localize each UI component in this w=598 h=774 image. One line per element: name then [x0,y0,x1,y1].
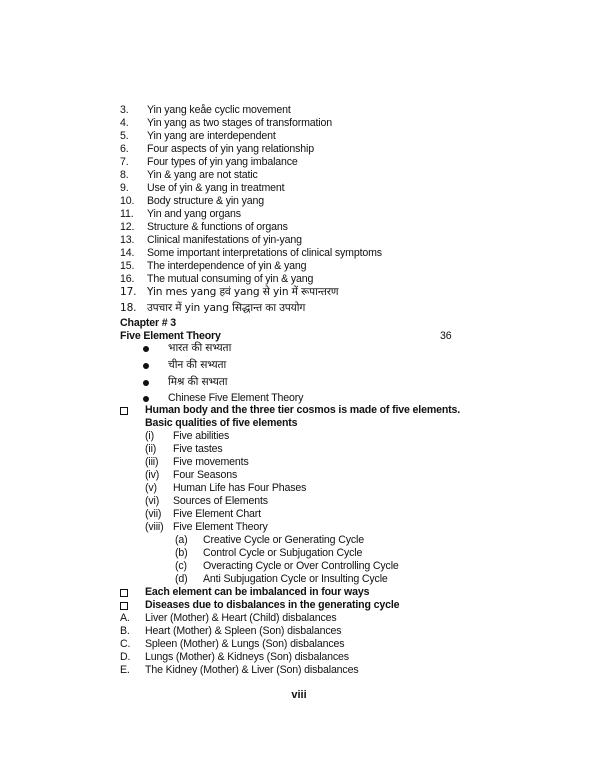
bullet-item: भारत की सभ्यता [168,342,232,354]
section-heading: Diseases due to disbalances in the generating cycle [145,599,400,611]
checkbox-icon [120,407,128,415]
section-subheading: Basic qualities of five elements [145,417,298,429]
chapter-page-number: 36 [440,330,452,342]
chapter-label: Chapter # 3 [120,317,177,329]
checkbox-icon [120,602,128,610]
document-page: 3. Yin yang keåe cyclic movement 4. Yin yang as two stages of transformation 5. Yin yang are interdependent 6. Four aspects of yin yang relationship 7. Four types of yin yang imbalance 8. Yin & yang are not static 9. Use of yin & yang in treatment 10. Body structure & yin yang 11. Yin and yang organs 12. Structure & functions of organs 13. Clinical manifestations of yin-yang 14. Some important interpretations of clinical symptoms 15. The interdependence of yin & yang 16. The mutual consuming of yin & yang 17. Yin mes yang हवं yang से yin में रूपान्तरण 18. उपचार में yin yang सिद्धान्त का उपयोग Chapter # 3 Five Element Theory 36 भारत की सभ्यता चीन की सभ्यता मिश्र की सभ्यता Chinese Five Element Theory Human body and the three tier cosmos is made of five elements. Basic qualities of five elements (i) Five abilities (ii) Five tastes (iii) Five movements (iv) Four Seasons (v) Human Life has Four Phases (vi) Sources of Elements (vii) Five Element Chart (viii) Five Element Theory (a) Creative Cycle or Generating Cycle (b) Control Cycle or Subjugation Cycle (c) Overacting Cycle or Over Controlling Cycle (d) Anti Subjugation Cycle or Insulting Cycle Each element can be imbalanced in four ways Diseases due to disbalances in the generating cycle A. Liver (Mother) & Heart (Child) disbalances B. Heart (Mother) & Spleen (Son) disbalances C. Spleen (Mother) & Lungs (Son) disbalances D. Lungs (Mother) & Kidneys (Son) disbalances E. The Kidney (Mother) & Liver (Son) disbalances viii [0,0,598,774]
chapter-title: Five Element Theory [120,330,221,342]
bullet-item: Chinese Five Element Theory [168,392,304,404]
bullet-icon [143,363,149,369]
bullet-icon [143,380,149,386]
bullet-item: चीन की सभ्यता [168,359,227,371]
bullet-item: मिश्र की सभ्यता [168,376,228,388]
bullet-icon [143,396,149,402]
bullet-icon [143,346,149,352]
section-heading: Each element can be imbalanced in four ways [145,586,370,598]
checkbox-icon [120,589,128,597]
section-heading: Human body and the three tier cosmos is made of five elements. [145,404,461,416]
page-number: viii [291,689,307,701]
